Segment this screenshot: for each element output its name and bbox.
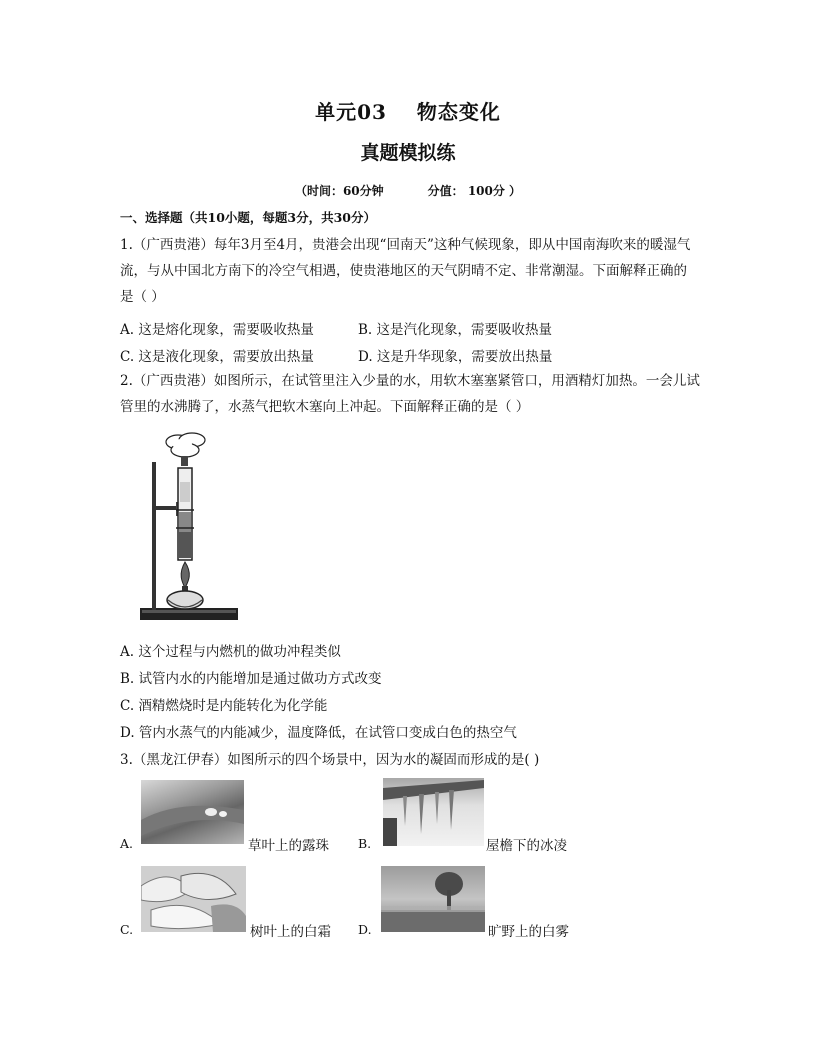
question-2-option-c: C. 酒精燃烧时是内能转化为化学能 — [120, 698, 328, 714]
fog-over-field-photo — [381, 866, 485, 932]
question-3-letter-d: D. — [358, 922, 372, 937]
question-3-label-b: 屋檐下的冰凌 — [486, 838, 567, 854]
question-3-stem: 3.（黑龙江伊春）如图所示的四个场景中，因为水的凝固而形成的是( ) — [120, 752, 540, 768]
question-3-letter-b: B. — [358, 836, 372, 851]
page-subtitle: 真题模拟练 — [360, 142, 456, 164]
frost-on-leaves-photo — [141, 866, 246, 932]
dew-on-grass-photo — [141, 780, 244, 844]
question-3-letter-a: A. — [120, 836, 134, 851]
question-1-option-b: B. 这是汽化现象，需要吸收热量 — [358, 322, 553, 338]
question-1-option-c: C. 这是液化现象，需要放出热量 — [120, 349, 314, 365]
exam-meta — [0, 182, 816, 199]
unit-topic: 物态变化 — [416, 100, 501, 124]
total-score: 分值： 100分 ） — [427, 184, 522, 198]
question-1-option-d: D. 这是升华现象，需要放出热量 — [358, 349, 553, 365]
question-3-label-d: 旷野上的白雾 — [488, 924, 569, 940]
question-3-label-c: 树叶上的白霜 — [250, 924, 331, 940]
question-2-option-b: B. 试管内水的内能增加是通过做功方式改变 — [120, 671, 382, 687]
question-2-stem: 2.（广西贵港）如图所示，在试管里注入少量的水，用软木塞塞紧管口，用酒精灯加热。一会儿试管里的水沸腾了，水蒸气把软木塞向上冲起。下面解释正确的是（ ） — [120, 373, 700, 415]
question-2-option-a: A. 这个过程与内燃机的做功冲程类似 — [120, 644, 341, 660]
unit-title — [0, 96, 816, 125]
question-3-letter-c: C. — [120, 922, 134, 937]
question-2-option-d: D. 管内水蒸气的内能减少，温度降低，在试管口变成白色的热空气 — [120, 725, 517, 741]
question-3-label-a: 草叶上的露珠 — [248, 838, 329, 854]
time-limit: （时间：60分钟 — [294, 184, 384, 198]
test-tube-apparatus-figure — [138, 432, 242, 624]
icicles-photo — [383, 778, 484, 846]
question-1-option-a: A. 这是熔化现象，需要吸收热量 — [120, 322, 314, 338]
question-1-stem: 1.（广西贵港）每年3月至4月，贵港会出现“回南天”这种气候现象，即从中国南海吹来的暖湿气流，与从中国北方南下的冷空气相遇，使贵港地区的天气阴晴不定、非常潮湿。下面解释正确的是（ ） — [120, 237, 691, 305]
section-title: 一、选择题（共10小题，每题3分，共30分） — [120, 210, 376, 225]
unit-number: 单元03 — [315, 100, 387, 124]
